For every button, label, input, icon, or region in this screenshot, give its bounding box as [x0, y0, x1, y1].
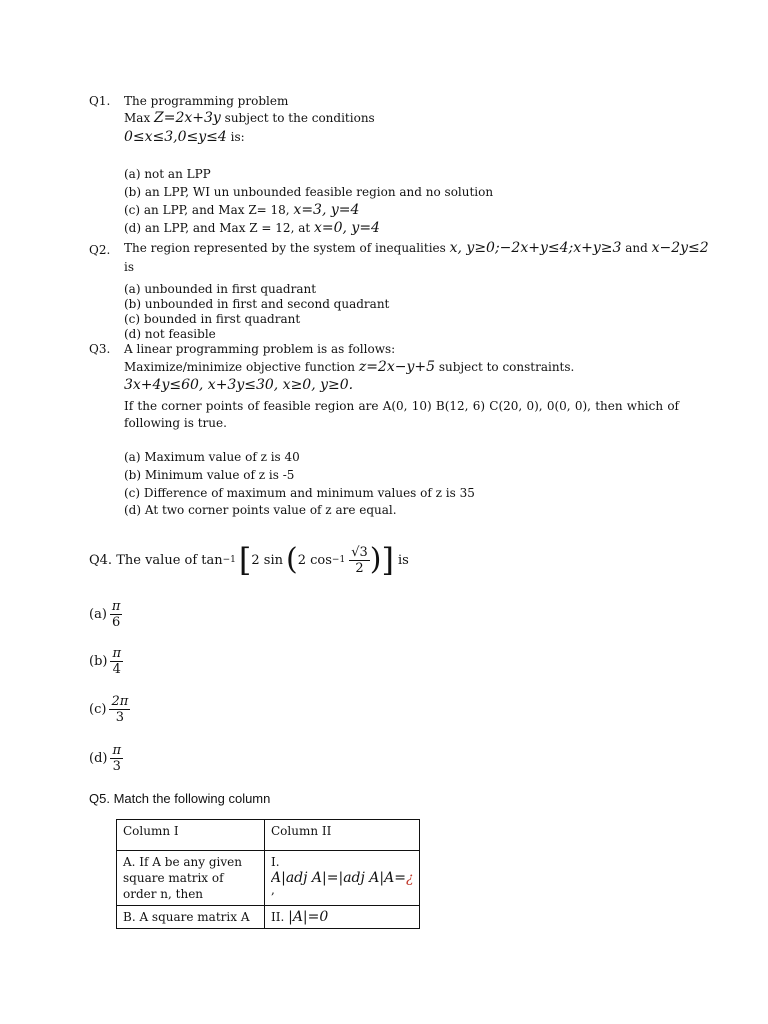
q1-option-d-math: x=0, y=4 — [313, 220, 380, 236]
q1-option-c-math: x=3, y=4 — [293, 202, 360, 218]
q1-option-c — [124, 202, 359, 218]
table-row — [117, 906, 420, 929]
q1-line3 — [124, 129, 245, 145]
q1-option-c-text: (c) an LPP, and Max Z= 18, — [124, 203, 294, 217]
q4-question — [89, 538, 409, 582]
q3-option-d: (d) At two corner points value of z are equal. — [124, 503, 397, 517]
q4-option-c-num: 2π — [111, 694, 129, 709]
q1-line2 — [124, 110, 375, 126]
q1-option-d — [124, 220, 380, 236]
q4-open-bracket: [ — [238, 541, 252, 579]
q2-number: Q2. — [89, 243, 111, 257]
row-a-col2-tail: ¿ — [405, 870, 414, 886]
q4-sup: −1 — [222, 555, 236, 565]
q2-inequalities: x, y≥0;−2x+y≤4;x+y≥3 — [449, 240, 622, 256]
q3-paragraph: If the corner points of feasible region are A(0, 10) B(12, 6) C(20, 0), 0(0, 0), then which of following is true. — [124, 399, 679, 430]
q4-option-a-den: 6 — [112, 615, 121, 630]
q4-open-paren: ( — [286, 542, 298, 577]
column-header-1: Column I — [117, 820, 265, 851]
q3-constraints-math: 3x+4y≤60, x+3y≤30, x≥0, y≥0. — [124, 377, 354, 393]
q4-option-a-label: (a) — [89, 607, 107, 622]
q1-line3-suffix: is: — [226, 130, 245, 144]
row-a-col2-expr: A|adj A|=|adj A|A= — [271, 870, 406, 886]
q4-option-d-num: π — [112, 743, 122, 758]
column-header-2: Column II — [265, 820, 420, 851]
q3-option-c: (c) Difference of maximum and minimum values of z is 35 — [124, 486, 475, 500]
q4-option-c-label: (c) — [89, 702, 107, 717]
q4-frac-num: √3 — [351, 544, 368, 560]
q1-line1: The programming problem — [124, 94, 289, 108]
q3-line2 — [124, 359, 574, 375]
q2-line1 — [124, 240, 709, 256]
row-b-col2-expr: |A|=0 — [288, 909, 329, 925]
q4-option-b — [89, 646, 123, 677]
q4-sin: 2 sin — [251, 552, 284, 568]
q3-constraints — [124, 377, 353, 393]
q4-close-paren: ) — [369, 542, 382, 577]
q4-option-a — [89, 599, 122, 630]
q4-sup2: −1 — [331, 555, 346, 565]
q1-line2-suffix: subject to the conditions — [220, 111, 375, 125]
q1-option-b: (b) an LPP, WI un unbounded feasible region and no solution — [124, 185, 494, 199]
q2-option-c: (c) bounded in first quadrant — [124, 312, 301, 326]
row-a-col2-extra: , — [271, 883, 275, 897]
match-table — [116, 819, 420, 929]
q4-option-d-frac — [110, 743, 123, 774]
q4-suffix: is — [397, 552, 409, 568]
q2-line2: is — [124, 260, 134, 274]
q2-option-a: (a) unbounded in first quadrant — [124, 282, 317, 296]
q2-inequality-last: x−2y≤2 — [651, 240, 709, 256]
q2-line1-prefix: The region represented by the system of inequalities — [124, 241, 450, 255]
row-a-col2-label: I. — [271, 855, 280, 869]
q3-line2-suffix: subject to constraints. — [435, 360, 575, 374]
row-b-col2-label: II. — [271, 910, 289, 924]
q4-option-a-num: π — [111, 599, 121, 614]
row-b-col2 — [265, 906, 420, 929]
q4-option-d-label: (d) — [89, 751, 108, 766]
q3-objective: z=2x−y+5 — [358, 359, 436, 375]
q1-line2-prefix: Max — [124, 111, 155, 125]
q4-option-b-den: 4 — [112, 662, 121, 677]
q4-option-a-frac — [110, 599, 123, 630]
q1-objective: Z=2x+3y — [154, 110, 221, 126]
q1-number: Q1. — [89, 94, 111, 108]
q4-prefix: Q4. The value of tan — [89, 552, 223, 568]
row-a-col2 — [265, 851, 420, 906]
row-a-col2-math — [271, 870, 413, 886]
q3-option-a: (a) Maximum value of z is 40 — [124, 450, 300, 464]
q4-option-c — [89, 694, 130, 725]
q1-constraints: 0≤x≤3,0≤y≤4 — [124, 129, 227, 145]
q4-option-b-frac — [110, 646, 123, 677]
q2-option-d: (d) not feasible — [124, 327, 216, 341]
q4-option-d-den: 3 — [112, 759, 121, 774]
q3-line1: A linear programming problem is as follows: — [124, 342, 396, 356]
q3-number: Q3. — [89, 342, 111, 356]
table-row — [117, 851, 420, 906]
q4-cos: 2 cos — [297, 552, 332, 568]
q4-option-d — [89, 743, 123, 774]
q1-option-d-text: (d) an LPP, and Max Z = 12, at — [124, 221, 314, 235]
row-b-col1: B. A square matrix A — [117, 906, 265, 929]
q3-line2-prefix: Maximize/minimize objective function — [124, 360, 359, 374]
q4-option-c-den: 3 — [115, 710, 124, 725]
q2-line1-mid: and — [621, 241, 652, 255]
q4-option-c-frac — [109, 694, 130, 725]
q4-option-b-num: π — [112, 646, 122, 661]
q4-fraction — [349, 545, 370, 576]
q3-option-b: (b) Minimum value of z is -5 — [124, 468, 295, 482]
table-header-row — [117, 820, 420, 851]
q4-option-b-label: (b) — [89, 654, 108, 669]
q4-frac-den: 2 — [355, 560, 364, 576]
q4-close-bracket: ] — [381, 541, 394, 579]
q1-option-a: (a) not an LPP — [124, 167, 211, 181]
q2-option-b: (b) unbounded in first and second quadrant — [124, 297, 390, 311]
q5-title: Q5. Match the following column — [89, 791, 271, 806]
row-a-col1: A. If A be any given square matrix of order n, then — [117, 851, 265, 906]
